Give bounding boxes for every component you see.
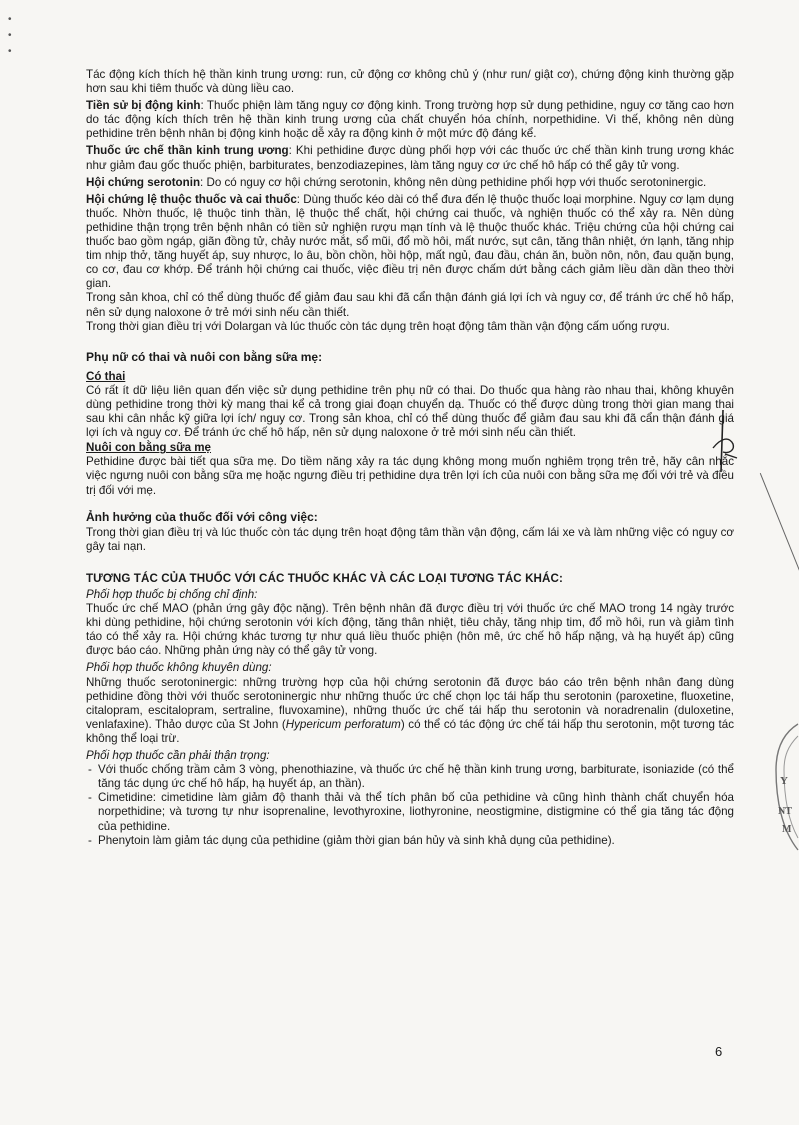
pregnancy-section-title: Phụ nữ có thai và nuôi con bằng sữa mẹ: [86, 349, 323, 364]
pregnancy-paragraph: Có rất ít dữ liệu liên quan đến việc sử dụng pethidine trên phụ nữ có thai. Do thuốc qua hàng rào nhau thai, không khuyên dùng pethidine trong thời kỳ mang thai kể cả trong giai đoạn chuyển dạ. Thuốc có thể được dùng trong thời gian mang thai sau khi cân nhắc kỹ giữa lợi ích/ nguy cơ. Trong sản khoa, chỉ có thể dùng thuốc để giảm đau sau khi đã cẩn thận đánh giá lợi ích và nguy cơ. Để tránh ức chế hô hấp, nên sử dụng naloxone ở trẻ mới sinh nếu cần thiết. [86, 383, 734, 440]
contraindicated-paragraph: Thuốc ức chế MAO (phản ứng gây độc nặng). Trên bệnh nhân đã được điều trị với thuốc ức chế MAO trong 14 ngày trước khi dùng pethidine, hội chứng serotonin với kích động, tăng thân nhiệt, tiêu chảy, tăng nhịp tim, đổ mồ hôi, run và giảm tình táo có thể xảy ra. Hội chứng khác tương tự như quá liều thuốc phiện (hôn mê, ức chế hô hấp nặng, và hạ huyết áp) cũng được báo cáo. Những phản ứng này có thể gây tử vong. [86, 602, 734, 658]
breastfeeding-subheading: Nuôi con bằng sữa mẹ [86, 441, 211, 455]
cns-depressant-text: : Khi pethidine được dùng phối hợp với các thuốc ức chế thần kinh trung ương khác như giảm đau gốc thuốc phiện, barbiturates, benzodiazepines, làm tăng nguy cơ ức chế hô hấp có thể gây tử vong. [86, 144, 734, 172]
work-paragraph: Trong thời gian điều trị và lúc thuốc còn tác dụng trên hoạt động tâm thần vận động, cấm lái xe và làm những việc có nguy cơ gây tai nạn. [86, 525, 734, 553]
serotonin-label: Hội chứng serotonin [86, 175, 201, 189]
caution-list [86, 763, 734, 848]
svg-text:M: M [782, 824, 792, 835]
list-item: - Phenytoin làm giảm tác dụng của pethidine (giảm thời gian bán hủy và sinh khả dụng của pethidine). [86, 834, 734, 848]
hypericum-name: Hypericum perforatum [285, 717, 401, 731]
obstetric-paragraph: Trong sản khoa, chỉ có thể dùng thuốc để giảm đau sau khi đã cẩn thận đánh giá lợi ích và nguy cơ, để tránh ức chế hô hấp, nên sử dụng naloxone ở trẻ mới sinh nếu cần thiết. [86, 291, 734, 319]
page-number: 6 [715, 1044, 723, 1059]
not-recommended-subheading: Phối hợp thuốc không khuyên dùng: [86, 661, 272, 675]
list-item: - Với thuốc chống trầm cảm 3 vòng, phenothiazine, và thuốc ức chế hệ thần kinh trung ương, barbiturate, isoniazide (có thể tăng tác dụng ức chế hô hấp, hạ huyết áp, an thần). [86, 763, 734, 791]
svg-text:NT: NT [778, 806, 792, 817]
dependence-paragraph [86, 193, 734, 292]
handwritten-signature [707, 408, 747, 483]
dependence-text: : Dùng thuốc kéo dài có thể đưa đến lệ thuộc thuốc loại morphine. Nguy cơ lạm dụng thuốc. Nhờn thuốc, lệ thuộc tinh thần, lệ thuộc thể chất, hội chứng cai thuốc, và nghiện thuốc có thể xảy ra. Nên dùng pethidine thận trọng trên bệnh nhân có tiền sử nghiện rượu mạn tính và lệ thuộc thuốc khác. Triệu chứng của hội chứng cai thuốc bao gồm ngáp, giãn đồng tử, chảy nước mắt, sổ mũi, đổ mồ hôi, mất nước, sụt cân, tăng thân nhiệt, ớn lạnh, tăng nhịp tim nhịp thở, tăng huyết áp, suy nhược, lo âu, bồn chồn, hồi hộp, mất ngủ, đau đầu, chán ăn, buồn nôn, nôn, đau quặn bụng, co cơ, đau cơ khớp. Để tránh hội chứng cai thuốc, việc điều trị nên được chấm dứt bằng cách giảm liều dần dần theo thời gian. [86, 192, 734, 291]
serotonin-text: : Do có nguy cơ hội chứng serotonin, không nên dùng pethidine phối hợp với thuốc serotoninergic. [200, 175, 707, 189]
not-recommended-paragraph: Những thuốc serotoninergic: những trường hợp của hội chứng serotonin đã được báo cáo trên bệnh nhân đang dùng pethidine đồng thời với thuốc serotoninergic như những thuốc ức chế chọn lọc tái hấp thu serotonin (paroxetine, fluoxetine, citalopram, escitalopram, sertraline, fluvoxamine), những thuốc ức chế tái hấp thu serotonin và noradrenalin (duloxetine, venlafaxine). Thảo dược của St John (Hypericum perforatum) có thể có tác động ức chế tái hấp thu serotonin, một tương tác không thể loại trừ. [86, 675, 734, 745]
stamp-fragment-bottom [770, 720, 799, 860]
svg-text:Y: Y [780, 775, 788, 787]
seizure-history-text: : Thuốc phiện làm tăng nguy cơ động kinh. Trong trường hợp sử dụng pethidine, nguy cơ tăng cao hơn do tác động kích thích trên hệ thần kinh trung ương của chất chuyển hóa chính, norpethidine. Vì thế, không nên dùng pethidine trên bệnh nhân bị động kinh hoặc dễ xảy ra động kinh ở một mức độ đáng kể. [86, 99, 734, 141]
cns-stimulation-paragraph: Tác động kích thích hệ thần kinh trung ương: run, cử động cơ không chủ ý (như run/ giật cơ), chứng động kinh thường gặp hơn sau khi tiêm thuốc và dùng liều cao. [86, 68, 734, 96]
caution-subheading: Phối hợp thuốc cần phải thận trọng: [86, 749, 270, 763]
seizure-history-label: Tiền sử bị động kinh [86, 99, 201, 113]
dolargan-paragraph: Trong thời gian điều trị với Dolargan và lúc thuốc còn tác dụng trên hoạt động tâm thần vận động cấm uống rượu. [86, 319, 670, 333]
contraindicated-subheading: Phối hợp thuốc bị chống chỉ định: [86, 588, 258, 601]
list-item: - Cimetidine: cimetidine làm giảm độ thanh thải và thể tích phân bố của pethidine và cũng hình thành chất chuyển hóa norpethidine; và tương tự như isoprenaline, levothyroxine, liothyronine, neostigmine, distigmine có thể gia tăng tác động của pethidine. [86, 791, 734, 833]
breastfeeding-paragraph: Pethidine được bài tiết qua sữa mẹ. Do tiềm năng xảy ra tác dụng không mong muốn nghiêm trọng trên trẻ, hãy cân nhắc việc ngưng nuôi con bằng sữa mẹ hoặc ngưng điều trị pethidine dựa trên lợi ích của nuôi con bằng sữa mẹ đối với trẻ và điều trị đối với mẹ. [86, 455, 734, 497]
document-page [86, 68, 734, 848]
dependence-label: Hội chứng lệ thuộc thuốc và cai thuốc [86, 192, 297, 206]
cns-depressant-label: Thuốc ức chế thần kinh trung ương [86, 144, 289, 158]
stamp-fragment-top [740, 468, 799, 621]
margin-dots: • • • [8, 14, 12, 57]
cns-depressant-paragraph [86, 144, 734, 172]
seizure-history-paragraph [86, 99, 734, 141]
pregnancy-subheading: Có thai [86, 369, 126, 383]
serotonin-paragraph [86, 176, 734, 190]
interactions-section-title: TƯƠNG TÁC CỦA THUỐC VỚI CÁC THUỐC KHÁC VÀ CÁC LOẠI TƯƠNG TÁC KHÁC: [86, 571, 563, 585]
work-section-title: Ảnh hưởng của thuốc đối với công việc: [86, 509, 318, 524]
